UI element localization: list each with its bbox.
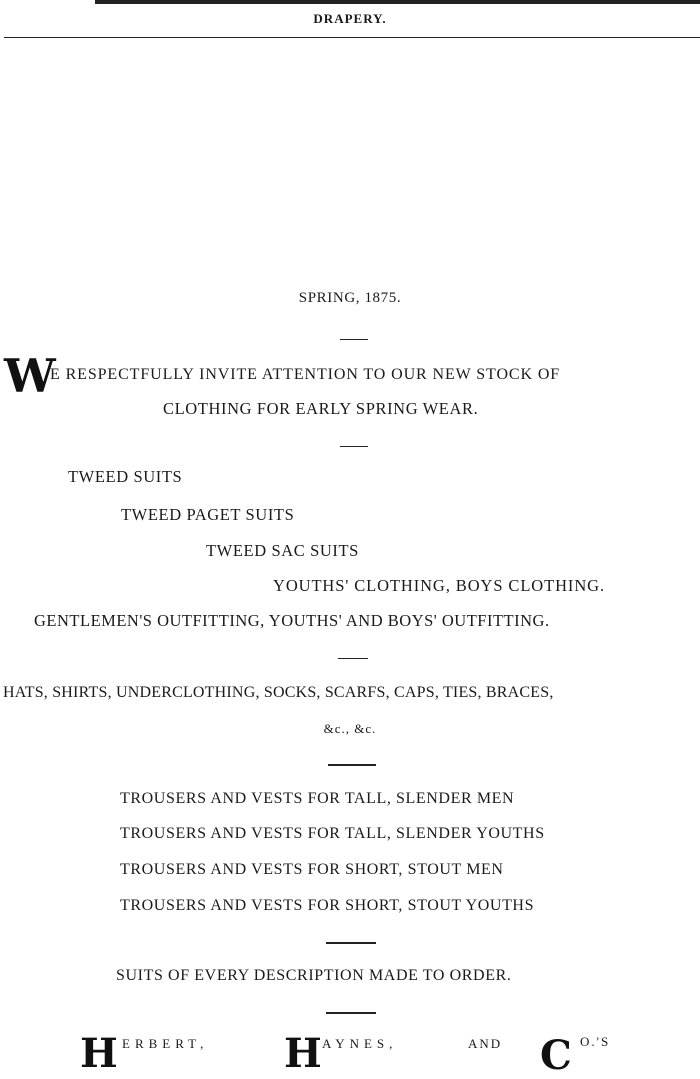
suits-item-2: TWEED PAGET SUITS: [121, 505, 295, 524]
trousers-item-1: TROUSERS AND VESTS FOR TALL, SLENDER MEN: [120, 790, 515, 807]
signature-cap-h1: H: [80, 1030, 118, 1077]
suits-item-1: TWEED SUITS: [68, 467, 183, 486]
accessories-etc: &c., &c.: [323, 721, 377, 736]
signature-cap-h2: H: [284, 1030, 322, 1077]
accessories-line: HATS, SHIRTS, UNDERCLOTHING, SOCKS, SCARFS, CAPS, TIES, BRACES,: [3, 684, 554, 701]
page-header: DRAPERY.: [313, 11, 387, 26]
top-thick-rule: [95, 0, 700, 4]
trousers-item-3: TROUSERS AND VESTS FOR SHORT, STOUT MEN: [120, 861, 504, 878]
signature-line: [0, 1030, 700, 1079]
suits-item-3: TWEED SAC SUITS: [206, 541, 359, 560]
intro-line-2: CLOTHING FOR EARLY SPRING WEAR.: [163, 399, 479, 418]
signature-rest-1: ERBERT,: [122, 1036, 209, 1051]
signature-rest-2: AYNES,: [322, 1036, 398, 1051]
intro-dropcap: W: [4, 349, 56, 403]
suits-item-5: GENTLEMEN'S OUTFITTING, YOUTHS' AND BOYS' OUTFITTING.: [34, 611, 550, 630]
divider-dash-1: [340, 339, 368, 340]
divider-rule-1: [328, 764, 376, 766]
divider-dash-3: [338, 658, 368, 659]
divider-rule-2: [326, 942, 376, 944]
made-to-order: SUITS OF EVERY DESCRIPTION MADE TO ORDER.: [116, 967, 512, 984]
divider-rule-3: [326, 1012, 376, 1014]
divider-dash-2: [340, 446, 368, 447]
season-heading: SPRING, 1875.: [298, 290, 402, 306]
trousers-item-2: TROUSERS AND VESTS FOR TALL, SLENDER YOUTHS: [120, 825, 545, 842]
signature-cap-c: C: [540, 1032, 572, 1079]
signature-and: AND: [468, 1036, 503, 1051]
suits-item-4: YOUTHS' CLOTHING, BOYS CLOTHING.: [273, 576, 605, 595]
signature-rest-3: O.'S: [580, 1034, 611, 1049]
trousers-item-4: TROUSERS AND VESTS FOR SHORT, STOUT YOUTHS: [120, 897, 535, 914]
header-rule: [4, 37, 700, 38]
intro-line-1: E RESPECTFULLY INVITE ATTENTION TO OUR NEW STOCK OF: [50, 366, 561, 383]
